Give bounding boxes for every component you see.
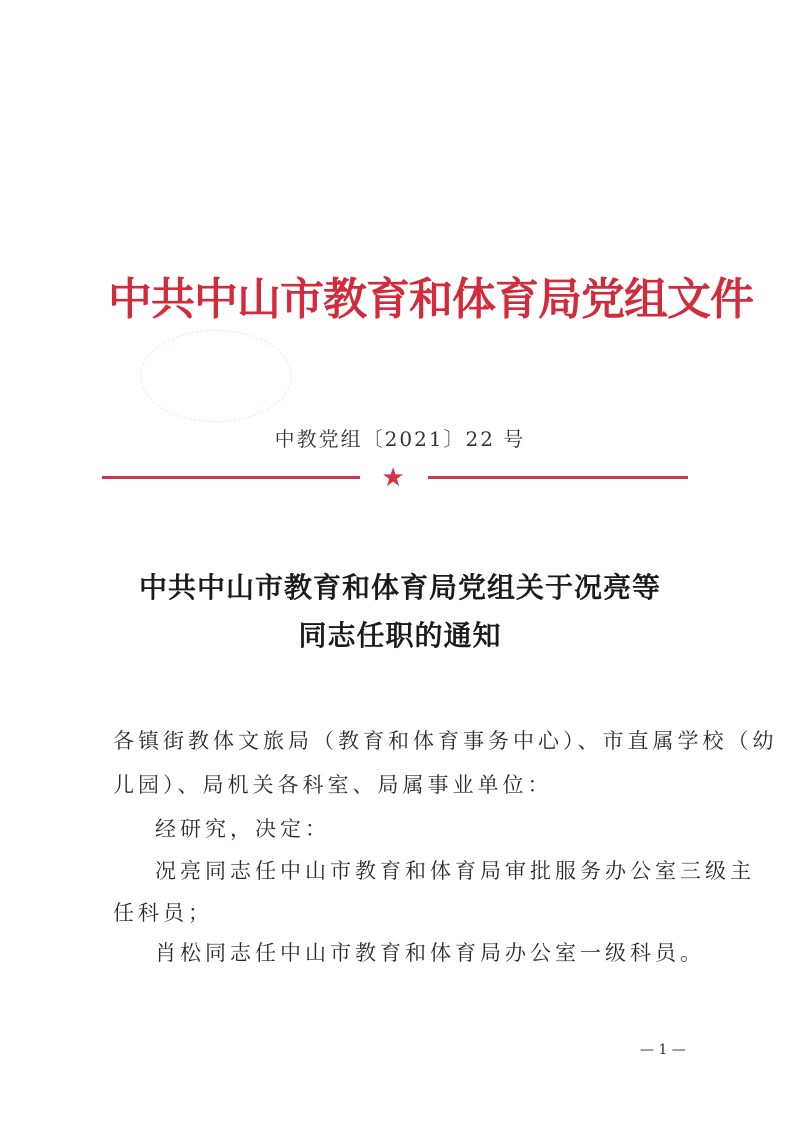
document-header-title: 中共中山市教育和体育局党组文件 [108,274,753,325]
red-rule-left [102,476,360,479]
body-line-appointment-2: 肖松同志任中山市教育和体育局办公室一级科员。 [155,941,705,965]
body-line-recipients-2: 儿园）、局机关各科室、局属事业单位： [113,773,553,797]
star-icon: ★ [381,463,405,493]
document-number: 中教党组〔2021〕22 号 [274,427,526,451]
notice-title-line-1: 中共中山市教育和体育局党组关于况亮等 [138,571,661,604]
body-line-appointment-1-cont: 任科员； [113,901,213,925]
page-number: — 1 — [640,1042,686,1058]
body-line-recipients-1: 各镇街教体文旅局（教育和体育事务中心）、市直属学校（幼 [113,729,778,753]
body-line-decision: 经研究，决定： [155,817,330,841]
red-rule-right [428,476,688,479]
faint-seal-mark [140,330,292,422]
notice-title-line-2: 同志任职的通知 [298,619,502,652]
body-line-appointment-1: 况亮同志任中山市教育和体育局审批服务办公室三级主 [155,859,755,883]
